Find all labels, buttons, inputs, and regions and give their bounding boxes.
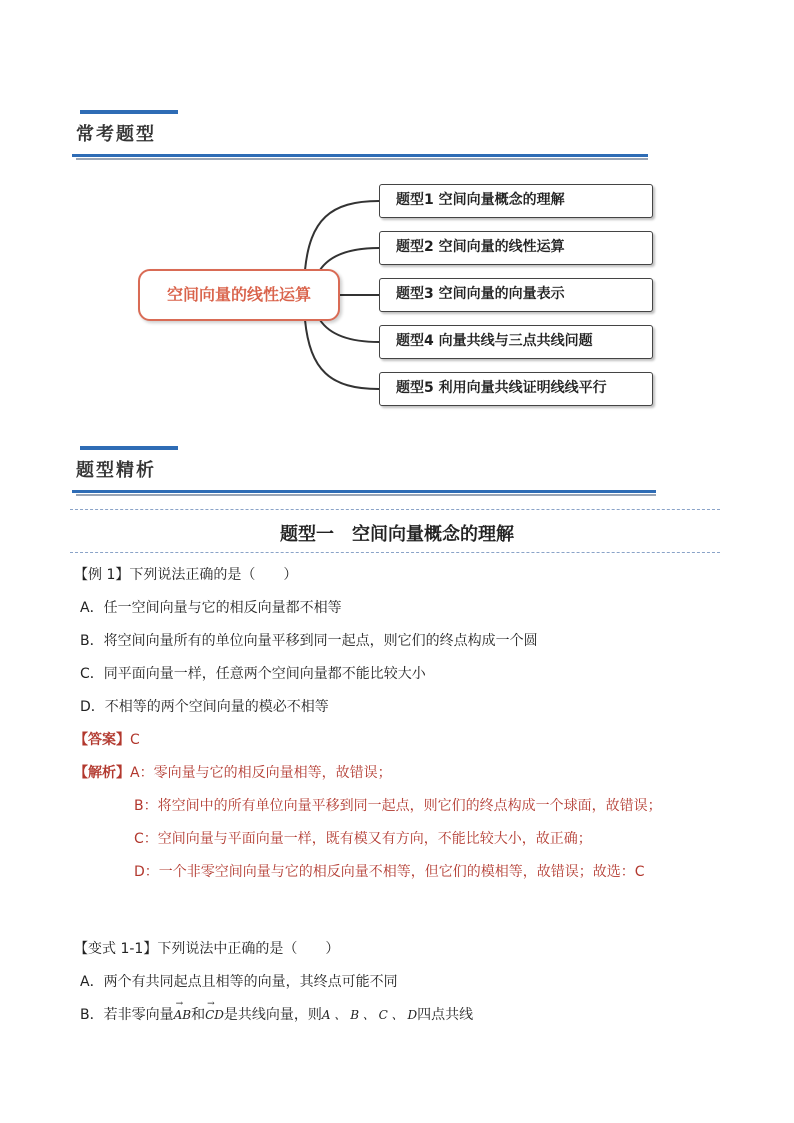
- divider-top: [70, 509, 720, 510]
- analysis-label: 【解析】: [74, 765, 130, 781]
- mindmap-item-5: 题型5 利用向量共线证明线线平行: [379, 372, 653, 406]
- answer-label: 【答案】: [74, 732, 130, 748]
- section-title-analysis: 题型精析: [76, 460, 156, 481]
- example-1-option-b: B．将空间向量所有的单位向量平移到同一起点，则它们的终点构成一个圆: [80, 633, 538, 649]
- mindmap-item-1: 题型1 空间向量概念的理解: [379, 184, 653, 218]
- analysis-line-c: C：空间向量与平面向量一样，既有模又有方向，不能比较大小，故正确；: [134, 831, 592, 847]
- analysis-line-b: B：将空间中的所有单位向量平移到同一起点，则它们的终点构成一个球面，故错误；: [134, 798, 662, 814]
- type-one-heading: 题型一 空间向量概念的理解: [280, 524, 514, 545]
- divider-bottom: [70, 552, 720, 553]
- section-bar-shadow-2: [76, 494, 656, 496]
- option-b-mid: 是共线向量，则: [223, 1007, 322, 1023]
- analysis-line-d: D：一个非零空间向量与它的相反向量不相等，但它们的模相等，故错误；故选：C: [134, 864, 645, 880]
- example-1-option-c: C．同平面向量一样，任意两个空间向量都不能比较大小: [80, 666, 426, 682]
- example-1-option-d: D．不相等的两个空间向量的模必不相等: [80, 699, 329, 715]
- mindmap-center-node: 空间向量的线性运算: [138, 269, 340, 321]
- example-1-option-a: A．任一空间向量与它的相反向量都不相等: [80, 600, 342, 616]
- option-b-suffix: 四点共线: [417, 1007, 474, 1023]
- vector-ab: → AB: [174, 1008, 191, 1022]
- variant-1-1-question: 【变式 1-1】下列说法中正确的是（ ）: [74, 941, 340, 957]
- variant-1-1-option-a: A．两个有共同起点且相等的向量，其终点可能不同: [80, 974, 398, 990]
- answer-value: C: [130, 732, 140, 748]
- analysis-text-a: A：零向量与它的相反向量相等，故错误；: [130, 765, 392, 781]
- option-b-and: 和: [191, 1007, 206, 1023]
- mindmap-item-4: 题型4 向量共线与三点共线问题: [379, 325, 653, 359]
- analysis-line-a: [74, 762, 392, 782]
- mindmap-item-2: 题型2 空间向量的线性运算: [379, 231, 653, 265]
- mindmap-item-3: 题型3 空间向量的向量表示: [379, 278, 653, 312]
- answer-line: [74, 729, 140, 749]
- option-b-points: A 、 B 、 C 、 D: [321, 1008, 418, 1022]
- variant-1-1-option-b: [80, 1004, 473, 1024]
- section-title-common-types: 常考题型: [76, 124, 156, 145]
- option-b-prefix: B．若非零向量: [80, 1007, 174, 1023]
- section-bar-bottom-2: [72, 490, 656, 493]
- vector-cd: → CD: [205, 1008, 224, 1022]
- example-1-question: 【例 1】下列说法正确的是（ ）: [74, 567, 298, 583]
- section-bar-top-2: [80, 446, 178, 450]
